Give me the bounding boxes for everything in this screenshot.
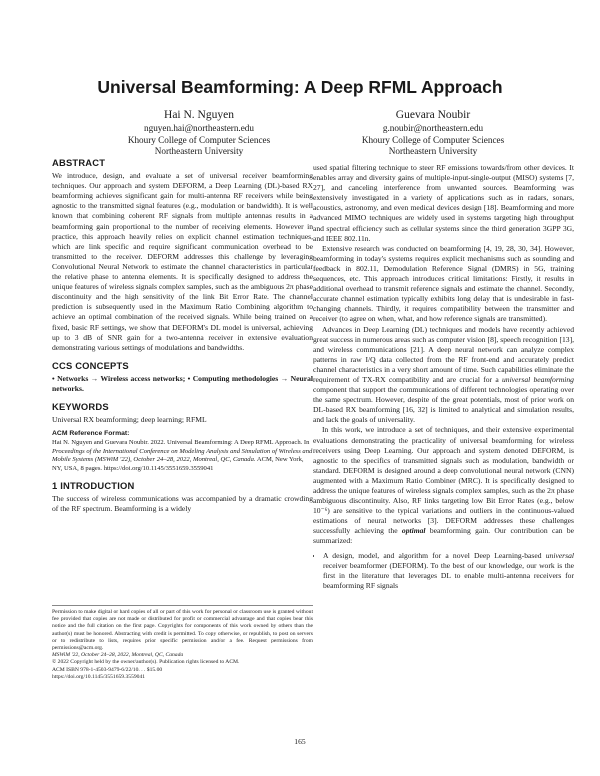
abstract-heading: ABSTRACT bbox=[52, 158, 106, 168]
left-column bbox=[52, 158, 313, 598]
body-text: receiver beamformer (DEFORM). To the best of our knowledge, our work is the first in the literature that leverages DL to enable multi-antenna receivers for beamforming RF signals bbox=[323, 560, 574, 590]
body-paragraph: used spatial filtering technique to steer RF emissions towards/from other devices. It enables array and diversity gains of multiple-input-single-output (MISO) systems [7, 27], and canceling interference from unwanted sources. Beamforming was extensively investigated in a variety of applications such as in radars, sonars, acoustics, astronomy, and even medical devices design [18]. Beamforming and more advanced MIMO techniques are widely used in systems targeting high throughput and spectral efficiency such as cellular systems since the third generation 3GPP 3G, and IEEE 802.11n. bbox=[313, 163, 574, 243]
copyright-line: © 2022 Copyright held by the owner/author(s). Publication rights licensed to ACM. bbox=[52, 659, 240, 666]
author-name: Guevara Noubir bbox=[395, 109, 471, 121]
body-paragraph bbox=[313, 425, 574, 546]
emphasis-text: universal beamforming bbox=[501, 374, 574, 384]
keywords-heading: KEYWORDS bbox=[52, 401, 109, 413]
author-college: Khoury College of Computer Sciences bbox=[361, 134, 505, 145]
page-number: 165 bbox=[294, 737, 306, 746]
body-paragraph: Extensive research was conducted on beamforming [4, 19, 28, 30, 34]. However, beamforming in today's systems requires explicit mechanisms such as sounding and feedback in 802.11, Demodulation Reference Signal (DMRS) in 5G, training sequences, etc. This approach introduces critical limitations: Firstly, it results in additional overhead to transmit reference signals and estimate the channel. Secondly, accurate channel estimation typically exhibits long delay that is undesirable in fast-changing channels. Thirdly, it requires compatibility between the transmitter and receiver (to agree on when, what, and how reference signals are transmitted). bbox=[313, 243, 574, 324]
body-text: Advances in Deep Learning (DL) techniques and models have recently achieved great success in numerous areas such as computer vision [8], speech recognition [13], and wireless communications [21]. A deep neural network can analyze complex patterns in raw I/Q data collected from the RF front-end and accurately predict channel characteristics in a very short amount of time. Such capabilities eliminate the requirement of TX-RX compatibility and are crucial for a bbox=[313, 324, 574, 384]
venue-line: MSWiM '22, October 24–28, 2022, Montreal, QC, Canada bbox=[52, 652, 184, 659]
copyright-footnote bbox=[52, 605, 313, 681]
isbn-line: ACM ISBN 978-1-4503-9479-6/22/10. . . $15.00 bbox=[52, 666, 163, 673]
body-text: beamforming gain. Our contribution can be summarized: bbox=[313, 526, 574, 546]
body-text: A design, model, and algorithm for a novel Deep Learning-based bbox=[323, 550, 546, 560]
paper-title: Universal Beamforming: A Deep RFML Approach bbox=[97, 77, 503, 97]
reference-format-heading: ACM Reference Format: bbox=[52, 430, 130, 438]
ccs-heading: CCS CONCEPTS bbox=[52, 359, 129, 371]
emphasis-text: optimal bbox=[401, 526, 426, 536]
reference-format-text bbox=[52, 439, 313, 473]
author-block-2 bbox=[313, 108, 553, 158]
right-column bbox=[313, 163, 574, 753]
author-email: nguyen.hai@northeastern.edu bbox=[144, 123, 254, 133]
author-name: Hai N. Nguyen bbox=[164, 109, 234, 121]
introduction-heading: 1 INTRODUCTION bbox=[52, 479, 135, 491]
doi-link[interactable]: https://doi.org/10.1145/3551659.3559041 bbox=[52, 673, 146, 680]
body-paragraph bbox=[313, 325, 574, 426]
introduction-paragraph: The success of wireless communications was accompanied by a dramatic crowding of the RF spectrum. Beamforming is a widely bbox=[52, 494, 313, 514]
reference-format-authors: Hai N. Nguyen and Guevara Noubir. 2022. Universal Beamforming: A Deep RFML Approach. In bbox=[52, 439, 310, 447]
author-block-1 bbox=[79, 108, 319, 158]
author-university: Northeastern University bbox=[154, 146, 244, 156]
author-university: Northeastern University bbox=[388, 146, 478, 156]
ccs-text: • Networks → Wireless access networks; • Computing methodologies → Neural networks. bbox=[52, 373, 313, 393]
author-email: g.noubir@northeastern.edu bbox=[382, 123, 484, 133]
permission-notice: Permission to make digital or hard copies of all or part of this work for personal or classroom use is granted without fee provided that copies are not made or distributed for profit or commercial advantage and that copies bear this notice and the full citation on the first page. Copyrights for components of this work owned by others than the author(s) must be honored. Abstracting with credit is permitted. To copy otherwise, or republish, to post on servers or to redistribute to lists, requires prior specific permission and/or a fee. Request permissions from permissions@acm.org. bbox=[52, 609, 313, 652]
emphasis-text: universal bbox=[545, 550, 574, 560]
keywords-text: Universal RX beamforming; deep learning; RFML bbox=[52, 415, 207, 425]
author-college: Khoury College of Computer Sciences bbox=[127, 134, 271, 145]
abstract-text: We introduce, design, and evaluate a set of universal receiver beamforming techniques. Our approach and system DEFORM, a Deep Learning (DL)-based RX beamforming achieves significant gain for multi-antenna RF receivers while being agnostic to the transmitted signal features (e.g., modulation or bandwidth). It is well known that combining coherent RF signals from multiple antennas results in a beamforming gain proportional to the number of receiving elements. However in practice, this approach heavily relies on explicit channel estimation techniques, which are link specific and require significant communication overhead to be transmitted to the receiver. DEFORM addresses this challenge by leveraging Convolutional Neural Network to estimate the channel characteristics in particular the relative phase to antenna elements. It is specifically designed to address the unique features of wireless signals complex samples, such as the ambiguous 2π phase discontinuity and the high sensitivity of the link Bit Error Rate. The channel prediction is subsequently used in the Maximum Ratio Combining algorithm to achieve an optimal combination of the received signals. While being trained on a fixed, basic RF settings, we show that DEFORM's DL model is universal, achieving up to 3 dB of SNR gain for a two-antenna receiver in extensive evaluation demonstrating various settings of modulations and bandwidths. bbox=[52, 171, 313, 352]
reference-format-tail: ACM, New York, NY, USA, 8 pages. https://doi.org/10.1145/3551659.3559041 bbox=[52, 456, 304, 472]
contribution-item bbox=[323, 551, 574, 591]
body-text: In this work, we introduce a set of techniques, and their extensive experimental evaluations demonstrating the practicality of universal beamforming for wireless receivers using Deep Learning. Our approach and system denoted DEFORM, is agnostic to the specifics of transmitted signals such as modulation, bandwidth or standard. DEFORM is designed around a deep convolutional neural network (CNN) augmented with a Maximum Ratio Combiner (MRC). It is specifically designed to address the unique features of wireless signals complex samples, such as the 2π phase ambiguous discontinuity. Also, RF links targeting low Bit Error Rates (e.g., below 10⁻⁶) are sensitive to the typical variations and outliers in the continuous-valued estimations of neural networks [3]. DEFORM addresses these challenges successfully achieving the bbox=[313, 425, 574, 536]
contribution-list bbox=[313, 551, 574, 591]
body-text: component that support the communications of different technologies operating over the same spectrum. However, despite of the great potentials, most of prior work on DL-based RX beamforming [16, 32] is limited to analytical and simulation results, and lack the goals of universality. bbox=[313, 385, 574, 425]
reference-format-venue: Proceedings of the International Conference on Modeling Analysis and Simulation of Wireless and Mobile Systems (MSWiM '22), October 24–28, 2022, Montreal, QC, Canada. bbox=[52, 447, 313, 464]
